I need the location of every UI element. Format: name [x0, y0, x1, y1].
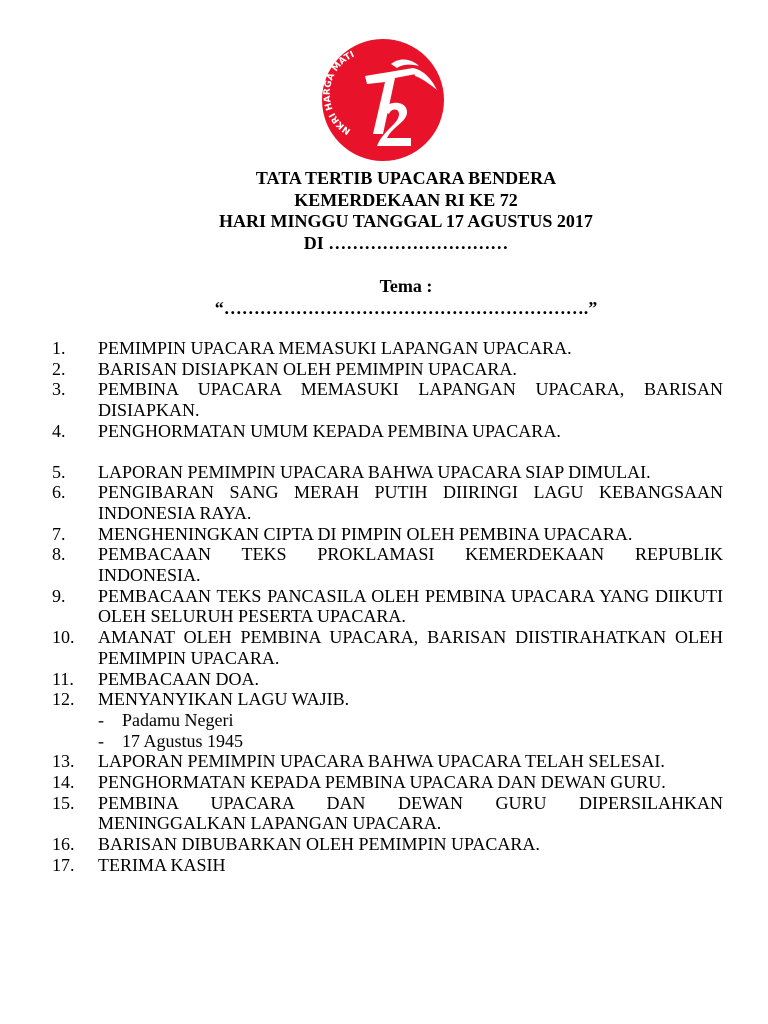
item-text: TERIMA KASIH — [98, 854, 226, 875]
song-item — [52, 731, 723, 752]
song-dash: - — [98, 709, 104, 730]
item-number: 9. — [52, 585, 66, 606]
list-item — [52, 689, 723, 710]
title-line-1: TATA TERTIB UPACARA BENDERA — [255, 168, 557, 188]
item-number: 11. — [52, 668, 74, 689]
item-number: 2. — [52, 358, 66, 379]
list-item — [52, 338, 723, 359]
item-text: BARISAN DIBUBARKAN OLEH PEMIMPIN UPACARA. — [98, 834, 540, 855]
list-item — [52, 834, 723, 855]
item-number: 3. — [52, 379, 66, 400]
item-number: 5. — [52, 461, 66, 482]
theme-block — [0, 276, 768, 319]
item-number: 7. — [52, 523, 66, 544]
list-item — [52, 586, 723, 627]
list-item — [52, 627, 723, 668]
list-item — [52, 772, 723, 793]
item-number: 12. — [52, 689, 75, 710]
theme-value: “…………………………………………………….” — [214, 297, 598, 318]
list-item — [52, 855, 723, 876]
title-line-3: HARI MINGGU TANGGAL 17 AGUSTUS 2017 — [219, 211, 593, 231]
item-text: PEMBACAAN TEKS PROKLAMASI KEMERDEKAAN REPUBLIK INDONESIA. — [98, 544, 723, 586]
list-spacer — [52, 442, 723, 462]
item-text: PEMIMPIN UPACARA MEMASUKI LAPANGAN UPACARA. — [98, 338, 572, 358]
item-text: MENYANYIKAN LAGU WAJIB. — [98, 689, 350, 710]
list-item — [52, 544, 723, 585]
item-number: 6. — [52, 482, 66, 503]
logo-arc-text: NKRI HARGA MATI — [322, 49, 357, 136]
list-item — [52, 379, 723, 420]
item-text: BARISAN DISIAPKAN OLEH PEMIMPIN UPACARA. — [98, 358, 517, 379]
theme-label: Tema : — [379, 276, 433, 296]
list-item — [52, 359, 723, 380]
logo-72-emblem — [321, 38, 445, 162]
item-number: 17. — [52, 854, 75, 875]
title-line-2: KEMERDEKAAN RI KE 72 — [294, 189, 518, 210]
song-title: Padamu Negeri — [122, 709, 234, 730]
item-text: PEMBACAAN TEKS PANCASILA OLEH PEMBINA UPACARA YANG DIIKUTI OLEH SELURUH PESERTA UPACARA. — [98, 585, 723, 627]
item-number: 16. — [52, 834, 75, 855]
list-item — [52, 793, 723, 834]
song-dash: - — [98, 730, 104, 751]
item-text: PENGIBARAN SANG MERAH PUTIH DIIRINGI LAGU KEBANGSAAN INDONESIA RAYA. — [98, 482, 723, 523]
list-item — [52, 751, 723, 772]
title-line-4: DI ………………………… — [303, 232, 509, 253]
list-item — [52, 421, 723, 442]
item-number: 10. — [52, 627, 75, 648]
item-number: 8. — [52, 544, 66, 565]
ceremony-order-list — [52, 338, 723, 876]
item-number: 13. — [52, 751, 75, 772]
song-item — [52, 710, 723, 731]
list-item — [52, 482, 723, 523]
item-text: PEMBINA UPACARA MEMASUKI LAPANGAN UPACARA, BARISAN DISIAPKAN. — [98, 379, 723, 421]
list-item — [52, 669, 723, 690]
item-text: MENGHENINGKAN CIPTA DI PIMPIN OLEH PEMBINA UPACARA. — [98, 523, 633, 544]
item-text: PEMBACAAN DOA. — [98, 668, 260, 689]
song-title: 17 Agustus 1945 — [122, 730, 244, 751]
document-title — [0, 168, 768, 254]
item-number: 1. — [52, 338, 66, 358]
item-number: 15. — [52, 792, 75, 813]
list-item — [52, 524, 723, 545]
item-text: LAPORAN PEMIMPIN UPACARA BAHWA UPACARA SIAP DIMULAI. — [98, 461, 651, 482]
item-text: PEMBINA UPACARA DAN DEWAN GURU DIPERSILAHKAN MENINGGALKAN LAPANGAN UPACARA. — [98, 792, 723, 834]
item-text: LAPORAN PEMIMPIN UPACARA BAHWA UPACARA TELAH SELESAI. — [98, 751, 665, 772]
list-item — [52, 462, 723, 483]
item-text: PENGHORMATAN UMUM KEPADA PEMBINA UPACARA. — [98, 420, 561, 441]
item-number: 14. — [52, 772, 75, 793]
item-text: PENGHORMATAN KEPADA PEMBINA UPACARA DAN DEWAN GURU. — [98, 772, 666, 793]
item-number: 4. — [52, 420, 66, 441]
item-text: AMANAT OLEH PEMBINA UPACARA, BARISAN DIISTIRAHATKAN OLEH PEMIMPIN UPACARA. — [98, 627, 723, 668]
